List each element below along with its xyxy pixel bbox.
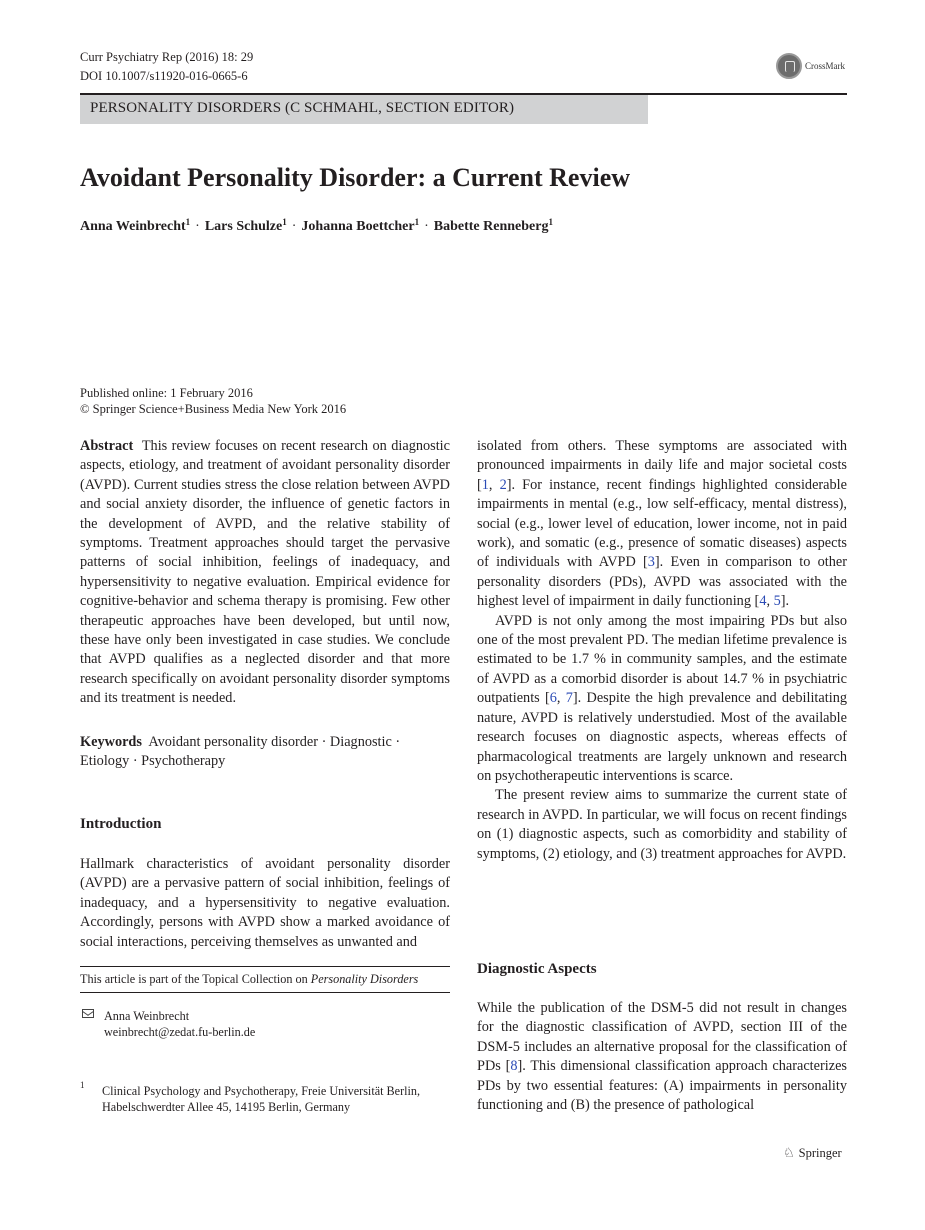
author-separator: ·	[291, 219, 297, 234]
footnote-rule	[80, 966, 450, 967]
citation-link[interactable]: 8	[510, 1058, 518, 1075]
published-date: Published online: 1 February 2016	[80, 386, 253, 400]
section-label: PERSONALITY DISORDERS (C SCHMAHL, SECTION EDITOR)	[90, 100, 515, 116]
springer-horse-icon: ♘	[783, 1145, 795, 1160]
text-run: ]. Despite the high prevalence and debilitating nature, AVPD is relatively understudied. Most of the available research focuses on diagnostic aspects, whereas effects of pharmacological treatments are largely unknown and research on psychotherapeutic interventions is scarce.	[477, 690, 847, 784]
abstract-label: Abstract	[80, 438, 134, 454]
text-run: ]. This dimensional classification approach characterizes PDs by two essential features: (A) impairments in personality functioning and (B) the presence of pathological	[477, 1058, 847, 1114]
abstract	[80, 437, 450, 709]
citation-link[interactable]: 1	[481, 476, 489, 493]
author-separator: ·	[424, 219, 429, 234]
citation-link[interactable]: 2	[499, 476, 507, 493]
journal-issue: Curr Psychiatry Rep (2016) 18: 29	[80, 50, 254, 64]
author-name[interactable]: Anna Weinbrecht	[80, 219, 186, 234]
collection-name[interactable]: Personality Disorders	[310, 972, 419, 986]
paragraph: The present review aims to summarize the current state of research in AVPD. In particular, we will focus on recent findings on (1) diagnostic aspects, such as comorbidity and stability of symptoms, (2) etiology, and (3) treatment approaches for AVPD.	[477, 787, 847, 862]
text-run: AVPD is not only among the most impairing PDs but also one of the most prevalent PD. The median lifetime prevalence is estimated to be 1.7 % in community samples, and the estimate of AVPD as a comorbid disorder is about 14.7 % in psychiatric outpatients [	[477, 612, 847, 707]
text-run: While the publication of the DSM-5 did not result in changes for the diagnostic classification of AVPD, section III of the DSM-5 includes an alternative proposal for the classification of PDs [	[477, 1000, 847, 1075]
author-name[interactable]: Babette Renneberg	[433, 219, 549, 234]
crossmark-icon	[776, 53, 802, 79]
affiliation-marker: 1	[548, 217, 553, 227]
introduction-paragraph	[80, 855, 450, 952]
journal-citation	[80, 48, 253, 86]
publisher-logo	[783, 1145, 842, 1161]
affiliation-text: Clinical Psychology and Psychotherapy, Freie Universität Berlin, Habelschwerdter Allee 45, 14195 Berlin, Germany	[102, 1084, 421, 1114]
keywords-label: Keywords	[80, 734, 142, 750]
citation-link[interactable]: 7	[565, 690, 573, 707]
crossmark-badge[interactable]	[776, 53, 845, 79]
citation-link[interactable]: 5	[773, 593, 781, 610]
crossmark-label: CrossMark	[805, 61, 845, 71]
author-list	[80, 217, 553, 235]
introduction-continued	[477, 437, 847, 864]
affiliation-marker: 1	[282, 217, 287, 227]
section-heading-introduction: Introduction	[80, 816, 162, 832]
section-band	[80, 95, 648, 124]
keywords-text: Avoidant personality disorder · Diagnostic · Etiology · Psychotherapy	[80, 734, 401, 770]
diagnostic-paragraph	[477, 999, 847, 1115]
collection-prefix: This article is part of the Topical Collection on	[80, 972, 311, 986]
paragraph-text: Hallmark characteristics of avoidant personality disorder (AVPD) are a pervasive pattern of social inhibition, feelings of inadequacy, and a hypersensitivity to negative evaluation. Accordingly, persons with AVPD show a marked avoidance of social interactions, perceiving themselves as unwanted and	[80, 856, 450, 950]
collection-note	[80, 971, 418, 987]
affiliation-marker: 1	[185, 217, 191, 227]
abstract-text: This review focuses on recent research on diagnostic aspects, etiology, and treatment of avoidant personality disorder (AVPD). Current studies stress the close relation between AVPD and social anxiety disorder, the influence of genetic factors in the development of AVPD, and the relative stability of symptoms. Treatment approaches should target the pervasive patterns of social inhibition, feelings of inadequacy, and hypersensitivity to negative evaluation. Empirical evidence for cognitive-behavior and schema therapy is promising. Few other therapeutic approaches have been developed, but until now, these have only been investigated in case studies. We conclude that AVPD qualifies as a neglected disorder and that more research specifically on avoidant personality disorder symptoms and its treatment is needed.	[80, 438, 450, 707]
text-run: isolated from others. These symptoms are associated with pronounced impairments in daily life and major societal costs [	[477, 438, 847, 493]
publisher-name: Springer	[798, 1145, 842, 1160]
text-run: ]. Even in comparison to other personality disorders (PDs), AVPD was associated with the highest level of impairment in daily functioning [	[477, 554, 848, 610]
citation-link[interactable]: 6	[549, 690, 557, 707]
paragraph: AVPD is not only among the most impairing PDs but also one of the most prevalent PD. The median lifetime prevalence is estimated to be 1.7 % in community samples, and the estimate of AVPD as a comorbid disorder is about 14.7 % in psychiatric outpatients [6, 7]. Despite the high prevalence and debilitating nature, AVPD is relatively understudied. Most of the available research focuses on diagnostic aspects, whereas effects of pharmacological treatments are largely unknown and research on psychotherapeutic interventions is scarce.	[477, 612, 847, 784]
text-run: ].	[780, 593, 790, 610]
corresponding-author	[104, 1008, 255, 1040]
doi[interactable]: DOI 10.1007/s11920-016-0665-6	[80, 69, 248, 83]
affiliation-number: 1	[80, 1080, 85, 1090]
author-name[interactable]: Johanna Boettcher	[301, 219, 415, 234]
citation-link[interactable]: 3	[647, 554, 655, 571]
corr-name: Anna Weinbrecht	[104, 1009, 190, 1023]
text-run: ]. For instance, recent findings highlighted considerable impairments in mental (e.g., low self-efficacy, mental distress), social (e.g., lower level of education, lower income, not in paid work), and somatic (e.g., presence of somatic diseases) aspects of individuals with AVPD [	[477, 476, 847, 571]
copyright: © Springer Science+Business Media New York 2016	[80, 402, 347, 416]
citation-link[interactable]: 4	[759, 593, 767, 610]
footnote-rule	[80, 992, 450, 993]
article-title: Avoidant Personality Disorder: a Current Review	[80, 163, 631, 192]
section-heading-diagnostic: Diagnostic Aspects	[477, 961, 597, 977]
author-name[interactable]: Lars Schulze	[204, 219, 283, 234]
paragraph: isolated from others. These symptoms are associated with pronounced impairments in daily life and major societal costs [1, 2]. For instance, recent findings highlighted considerable impairments in mental (e.g., low self-efficacy, mental distress), social (e.g., lower level of education, lower income, not in paid work), and somatic (e.g., presence of somatic diseases) aspects of individuals with AVPD [3]. Even in comparison to other personality disorders (PDs), AVPD was associated with the highest level of impairment in daily functioning [4, 5].	[477, 438, 848, 610]
keywords	[80, 733, 450, 772]
envelope-icon	[82, 1009, 94, 1018]
publication-info	[80, 385, 346, 417]
affiliation-marker: 1	[414, 217, 420, 227]
author-separator: ·	[195, 219, 200, 234]
corr-email[interactable]: weinbrecht@zedat.fu-berlin.de	[104, 1025, 256, 1039]
